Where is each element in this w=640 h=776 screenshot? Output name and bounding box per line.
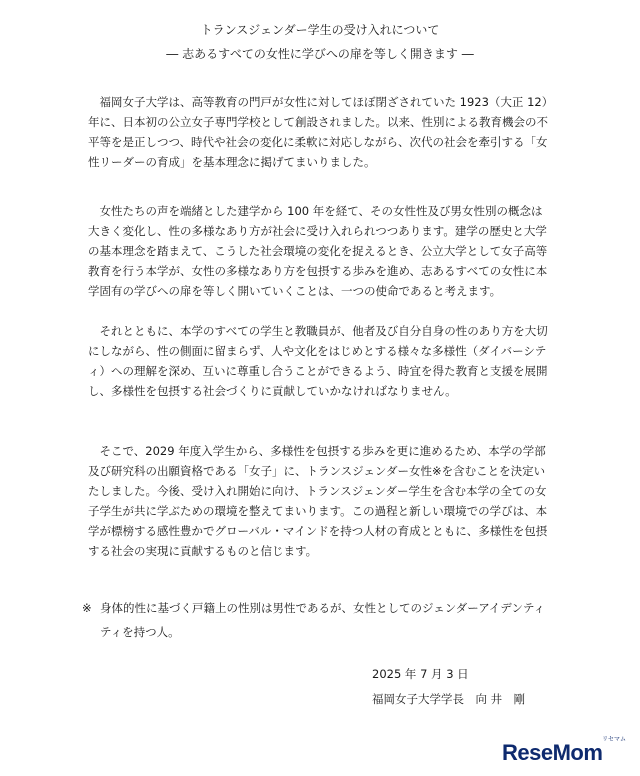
document-title: トランスジェンダー学生の受け入れについて bbox=[200, 23, 440, 37]
footnote bbox=[82, 596, 552, 644]
paragraph-2: 女性たちの声を端緒とした建学から 100 年を経て、その女性性及び男女性別の概念は大きく変化し、性の多様なあり方が社会に受け入れられつつあります。建学の歴史と大学の基本理念を踏まえて、こうした社会環境の変化を捉えるとき、公立大学として女子高等教育を行う本学が、女性の多様なあり方を包摂する歩みを進め、志あるすべての女性に本学固有の学びへの扉を等しく開いていくことは、一つの使命であると考えます。 bbox=[88, 204, 548, 298]
paragraph-4: そこで、2029 年度入学生から、多様性を包摂する歩みを更に進めるため、本学の学部及び研究科の出願資格である「女子」に、トランスジェンダー女性※を含むことを決定いたしました。今後、受け入れ開始に向け、トランスジェンダー学生を含む本学の全ての女子学生が共に学ぶための環境を整えてまいります。この過程と新しい環境での学びは、本学が標榜する感性豊かでグローバル・マインドを持つ人材の育成とともに、多様性を包摂する社会の実現に貢献するものと信じます。 bbox=[88, 444, 548, 558]
footnote-mark: ※ bbox=[82, 601, 92, 615]
resemom-logo bbox=[502, 736, 626, 766]
paragraph-1: 福岡女子大学は、高等教育の門戸が女性に対してほぼ閉ざされていた 1923（大正 12）年に、日本初の公立女子専門学校として創設されました。以来、性別による教育機会の不平等を是正しつつ、時代や社会の変化に柔軟に対応しながら、次代の社会を牽引する「女性リーダーの育成」を基本理念に掲げてまいりました。 bbox=[88, 95, 554, 169]
footnote-text: 身体的性に基づく戸籍上の性別は男性であるが、女性としてのジェンダーアイデンティティを持つ人。 bbox=[100, 601, 546, 639]
resemom-logo-sub: リセマム bbox=[602, 736, 626, 743]
document-subtitle: ― 志あるすべての女性に学びへの扉を等しく開きます ― bbox=[166, 47, 474, 61]
signer-name: 福岡女子大学学長 向 井 剛 bbox=[372, 692, 526, 706]
issue-date: 2025 年 7 月 3 日 bbox=[372, 667, 469, 681]
paragraph-3: それとともに、本学のすべての学生と教職員が、他者及び自分自身の性のあり方を大切にしながら、性の側面に留まらず、人や文化をはじめとする様々な多様性（ダイバーシティ）への理解を深め、互いに尊重し合うことができるよう、時宜を得た教育と支援を展開し、多様性を包摂する社会づくりに貢献していかなければなりません。 bbox=[88, 324, 548, 398]
resemom-logo-text: ReseMom bbox=[502, 740, 603, 765]
